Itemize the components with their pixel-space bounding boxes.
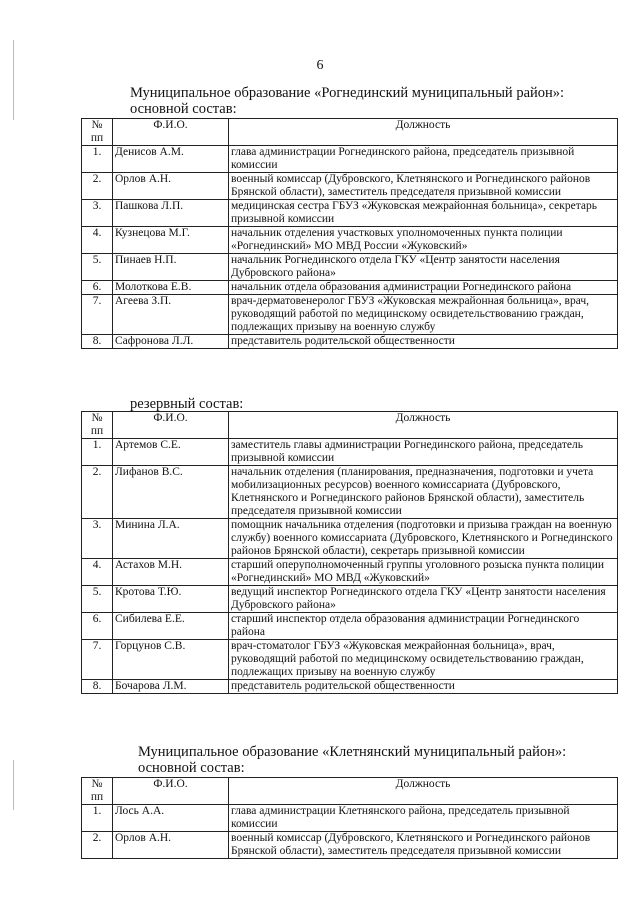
- table-row: [82, 200, 618, 227]
- row-number: 5.: [82, 254, 113, 281]
- header-position: Должность: [229, 119, 618, 146]
- person-name: Кротова Т.Ю.: [113, 586, 229, 613]
- person-name: Артемов С.Е.: [113, 439, 229, 466]
- person-position: заместитель главы администрации Рогнединского района, председатель призывной комиссии: [229, 439, 618, 466]
- row-number: 5.: [82, 586, 113, 613]
- scan-margin-mark: [13, 40, 14, 120]
- row-number: 1.: [82, 146, 113, 173]
- person-position: военный комиссар (Дубровского, Клетнянского и Рогнединского районов Брянской области), заместитель председателя призывной комиссии: [229, 173, 618, 200]
- row-number: 7.: [82, 295, 113, 335]
- person-name: Молоткова Е.В.: [113, 281, 229, 295]
- header-num: № пп: [82, 119, 113, 146]
- table-header-row: [82, 778, 618, 805]
- header-fio: Ф.И.О.: [113, 412, 229, 439]
- row-number: 4.: [82, 227, 113, 254]
- scan-margin-mark: [13, 760, 14, 810]
- row-number: 1.: [82, 439, 113, 466]
- person-name: Минина Л.А.: [113, 519, 229, 559]
- header-num: № пп: [82, 412, 113, 439]
- table-row: [82, 519, 618, 559]
- table-header-row: [82, 119, 618, 146]
- person-position: начальник отделения (планирования, предназначения, подготовки и учета мобилизационных ресурсов) военного комиссариата (Дубровского, Клетнянского и Рогнединского районов Брянской области), заместитель председателя призывной комиссии: [229, 466, 618, 519]
- table-row: [82, 295, 618, 335]
- table-row: [82, 146, 618, 173]
- person-name: Кузнецова М.Г.: [113, 227, 229, 254]
- table-row: [82, 586, 618, 613]
- person-name: Пинаев Н.П.: [113, 254, 229, 281]
- section1-main-label: основной состав:: [130, 101, 237, 117]
- table-row: [82, 335, 618, 349]
- header-position: Должность: [229, 412, 618, 439]
- row-number: 3.: [82, 519, 113, 559]
- person-position: врач-дерматовенеролог ГБУЗ «Жуковская межрайонная больница», врач, руководящий работой по медицинскому освидетельствованию граждан, подлежащих призыву на военную службу: [229, 295, 618, 335]
- person-position: медицинская сестра ГБУЗ «Жуковская межрайонная больница», секретарь призывной комиссии: [229, 200, 618, 227]
- header-num: № пп: [82, 778, 113, 805]
- person-position: начальник отдела образования администрации Рогнединского района: [229, 281, 618, 295]
- table-row: [82, 254, 618, 281]
- table-row: [82, 613, 618, 640]
- person-name: Орлов А.Н.: [113, 832, 229, 859]
- person-name: Бочарова Л.М.: [113, 680, 229, 694]
- row-number: 2.: [82, 173, 113, 200]
- section2-main-label: основной состав:: [138, 760, 245, 776]
- section1-main-table: [81, 118, 618, 349]
- header-position: Должность: [229, 778, 618, 805]
- table-row: [82, 680, 618, 694]
- person-position: военный комиссар (Дубровского, Клетнянского и Рогнединского районов Брянской области), заместитель председателя призывной комиссии: [229, 832, 618, 859]
- person-position: представитель родительской общественности: [229, 335, 618, 349]
- person-position: врач-стоматолог ГБУЗ «Жуковская межрайонная больница», врач, руководящий работой по медицинскому освидетельствованию граждан, подлежащих призыву на военную службу: [229, 640, 618, 680]
- person-position: начальник отделения участковых уполномоченных пункта полиции «Рогнединский» МО МВД России «Жуковский»: [229, 227, 618, 254]
- table-row: [82, 439, 618, 466]
- row-number: 2.: [82, 832, 113, 859]
- person-name: Горцунов С.В.: [113, 640, 229, 680]
- person-position: помощник начальника отделения (подготовки и призыва граждан на военную службу) военного комиссариата (Дубровского, Клетнянского и Рогнединского районов Брянской области), секретарь призывной комиссии: [229, 519, 618, 559]
- header-fio: Ф.И.О.: [113, 778, 229, 805]
- person-position: старший инспектор отдела образования администрации Рогнединского района: [229, 613, 618, 640]
- section1-reserve-table: [81, 411, 618, 694]
- row-number: 6.: [82, 613, 113, 640]
- person-position: начальник Рогнединского отдела ГКУ «Центр занятости населения Дубровского района»: [229, 254, 618, 281]
- person-position: старший оперуполномоченный группы уголовного розыска пункта полиции «Рогнединский» МО МВД «Жуковский»: [229, 559, 618, 586]
- person-name: Пашкова Л.П.: [113, 200, 229, 227]
- table-row: [82, 227, 618, 254]
- table-header-row: [82, 412, 618, 439]
- page-number: 6: [316, 58, 324, 73]
- table-row: [82, 640, 618, 680]
- person-name: Орлов А.Н.: [113, 173, 229, 200]
- person-name: Лифанов В.С.: [113, 466, 229, 519]
- section1-reserve-label: резервный состав:: [130, 396, 244, 412]
- row-number: 4.: [82, 559, 113, 586]
- row-number: 1.: [82, 805, 113, 832]
- table-row: [82, 805, 618, 832]
- person-name: Сибилева Е.Е.: [113, 613, 229, 640]
- table-row: [82, 832, 618, 859]
- person-name: Сафронова Л.Л.: [113, 335, 229, 349]
- row-number: 3.: [82, 200, 113, 227]
- person-name: Агеева З.П.: [113, 295, 229, 335]
- person-position: ведущий инспектор Рогнединского отдела ГКУ «Центр занятости населения Дубровского района»: [229, 586, 618, 613]
- row-number: 8.: [82, 680, 113, 694]
- section1-title: Муниципальное образование «Рогнединский муниципальный район»:: [130, 85, 565, 101]
- person-name: Лось А.А.: [113, 805, 229, 832]
- table-row: [82, 281, 618, 295]
- table-row: [82, 173, 618, 200]
- section2-title: Муниципальное образование «Клетнянский муниципальный район»:: [138, 744, 567, 760]
- row-number: 8.: [82, 335, 113, 349]
- header-fio: Ф.И.О.: [113, 119, 229, 146]
- person-position: представитель родительской общественности: [229, 680, 618, 694]
- section2-main-table: [81, 777, 618, 859]
- table-row: [82, 559, 618, 586]
- person-position: глава администрации Рогнединского района, председатель призывной комиссии: [229, 146, 618, 173]
- row-number: 7.: [82, 640, 113, 680]
- row-number: 2.: [82, 466, 113, 519]
- person-name: Денисов А.М.: [113, 146, 229, 173]
- person-position: глава администрации Клетнянского района, председатель призывной комиссии: [229, 805, 618, 832]
- person-name: Астахов М.Н.: [113, 559, 229, 586]
- table-row: [82, 466, 618, 519]
- row-number: 6.: [82, 281, 113, 295]
